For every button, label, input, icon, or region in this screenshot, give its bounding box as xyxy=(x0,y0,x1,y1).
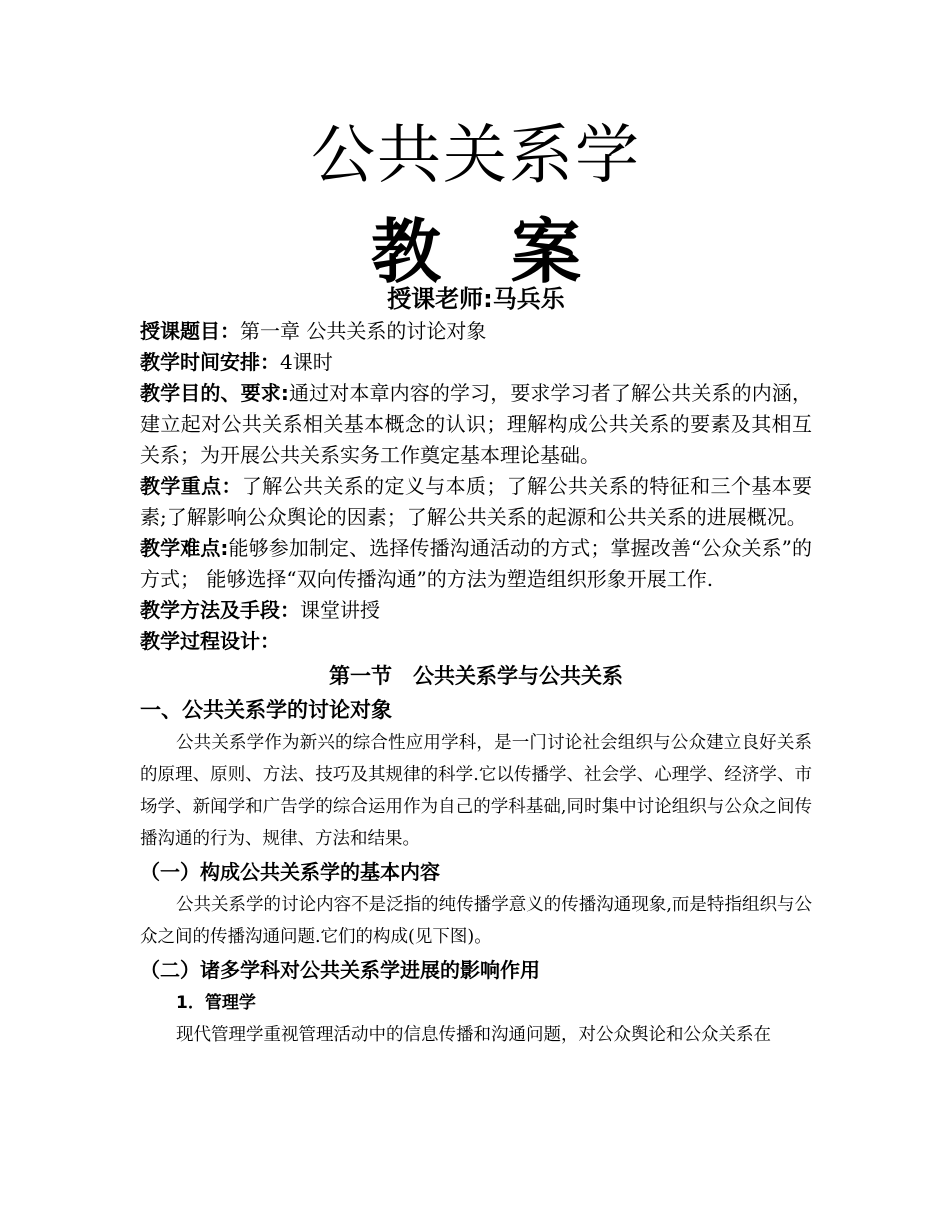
heading-level-1: 一、公共关系学的讨论对象 xyxy=(140,698,392,722)
goal-label: 教学目的、要求: xyxy=(140,381,289,405)
key-points-line xyxy=(140,471,812,533)
section-heading: 第一节 公共关系学与公共关系 xyxy=(329,664,623,688)
method-value: 课堂讲授 xyxy=(300,598,380,622)
topic-label: 授课题目： xyxy=(140,319,240,343)
method-label: 教学方法及手段： xyxy=(140,598,300,622)
document-subtitle xyxy=(140,212,812,292)
heading-level-2-a: （一）构成公共关系学的基本内容 xyxy=(140,860,440,884)
paragraph-1: 公共关系学作为新兴的综合性应用学科，是一门讨论社会组织与公众建立良好关系的原理、原则、方法、技巧及其规律的科学.它以传播学、社会学、心理学、经济学、市场学、新闻学和广告学的综合运用作为自己的学科基础,同时集中讨论组织与公众之间传播沟通的行为、规律、方法和结果。 xyxy=(140,733,812,849)
heading-level-3: 1．管理学 xyxy=(176,993,256,1013)
paragraph-3: 现代管理学重视管理活动中的信息传播和沟通问题，对公众舆论和公众关系在 xyxy=(176,1025,771,1045)
time-value: 4课时 xyxy=(280,350,333,374)
key-points-value: 了解公共关系的定义与本质；了解公共关系的特征和三个基本要素;了解影响公众舆论的因素；了解公共关系的起源和公共关系的进展概况。 xyxy=(140,474,812,529)
goal-line xyxy=(140,378,812,471)
time-line xyxy=(140,347,812,378)
key-points-label: 教学重点： xyxy=(140,474,242,498)
document-body xyxy=(140,316,812,1051)
subtitle-char-right: 案 xyxy=(511,211,581,293)
time-label: 教学时间安排： xyxy=(140,350,280,374)
difficulty-value: 能够参加制定、选择传播沟通活动的方式；掌握改善“公众关系”的方式； 能够选择“双向传播沟通”的方法为塑造组织形象开展工作. xyxy=(140,536,813,591)
topic-value: 第一章 公共关系的讨论对象 xyxy=(240,319,487,343)
difficulty-line xyxy=(140,533,812,595)
method-line xyxy=(140,595,812,626)
heading-level-2-b: （二）诸多学科对公共关系学进展的影响作用 xyxy=(140,958,540,982)
teacher-line: 授课老师:马兵乐 xyxy=(387,285,565,313)
paragraph-2: 公共关系学的讨论内容不是泛指的纯传播学意义的传播沟通现象,而是特指组织与公众之间的传播沟通问题.它们的构成(见下图)。 xyxy=(140,895,812,947)
difficulty-label: 教学难点: xyxy=(140,536,229,560)
subtitle-char-left: 教 xyxy=(371,211,441,293)
topic-line xyxy=(140,316,812,347)
goal-value: 通过对本章内容的学习，要求学习者了解公共关系的内涵，建立起对公共关系相关基本概念的认识；理解构成公共关系的要素及其相互关系；为开展公共关系实务工作奠定基本理论基础。 xyxy=(140,381,813,467)
document-title: 公共关系学 xyxy=(311,119,641,193)
process-label: 教学过程设计： xyxy=(140,629,280,653)
process-line xyxy=(140,626,812,657)
